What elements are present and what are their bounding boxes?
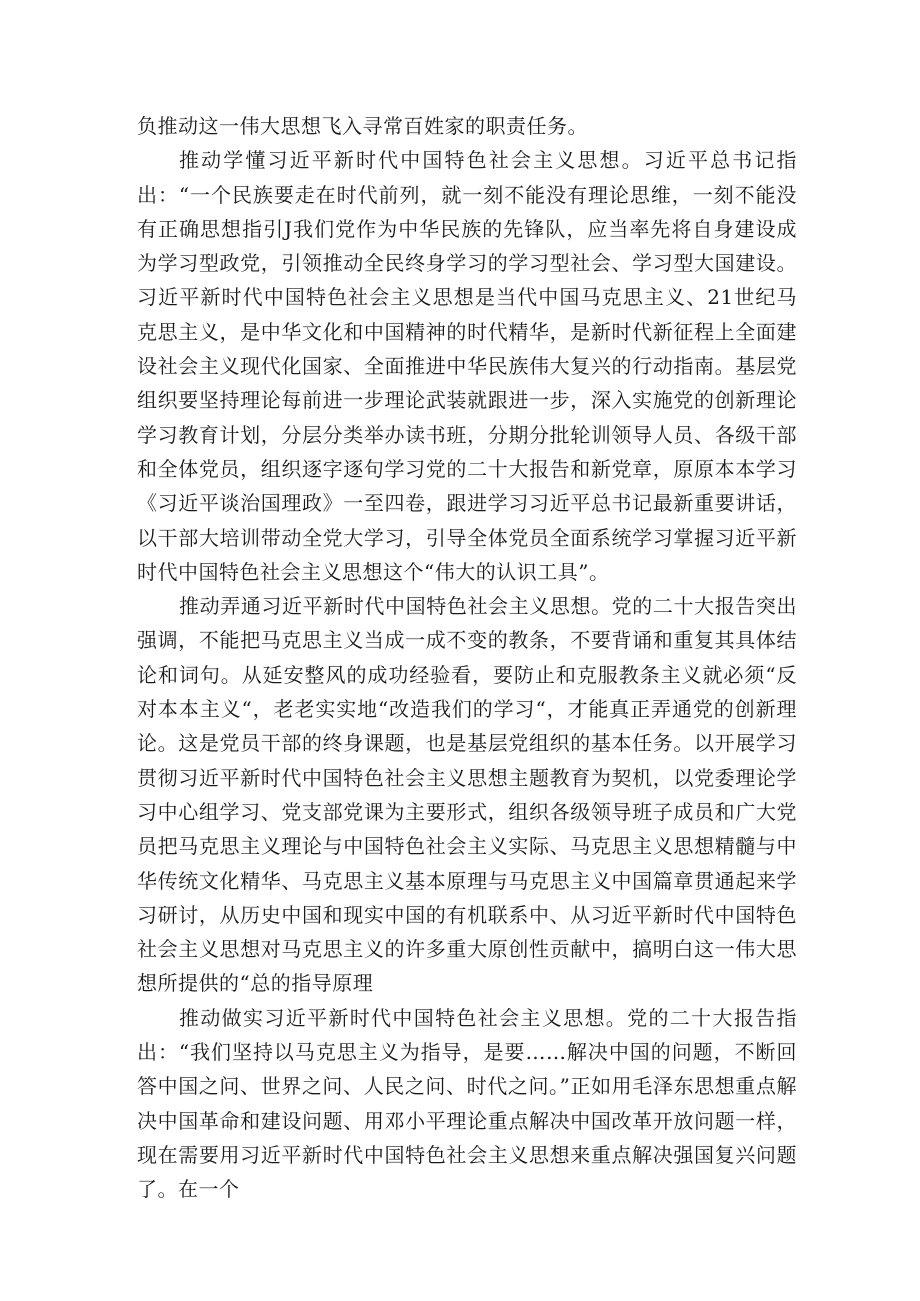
paragraph-continuation: 负推动这一伟大思想飞入寻常百姓家的职责任务。 [137, 114, 588, 138]
paragraph-understand-thought: 推动弄通习近平新时代中国特色社会主义思想。党的二十大报告突出强调，不能把马克思主义当成一成不变的教条，不要背诵和重复其具体结论和词句。从延安整风的成功经验看，要防止和克服教条主义就必须“反对本本主义“，老老实实地“改造我们的学习“，才能真正弄通党的创新理论。这是党员干部的终身课题，也是基层党组织的基本任务。以开展学习贯彻习近平新时代中国特色社会主义思想主题教育为契机，以党委理论学习中心组学习、党支部党课为主要形式，组织各级领导班子成员和广大党员把马克思主义理论与中国特色社会主义实际、马克思主义思想精髓与中华传统文化精华、马克思主义基本原理与马克思主义中国篇章贯通起来学习研讨，从历史中国和现实中国的有机联系中、从习近平新时代中国特色社会主义思想对马克思主义的许多重大原创性贡献中，搞明白这一伟大思想所提供的“总的指导原理 [137, 594, 797, 996]
paragraph-practice-thought: 推动做实习近平新时代中国特色社会主义思想。党的二十大报告指出：“我们坚持以马克思主义为指导，是要……解决中国的问题，不断回答中国之问、世界之问、人民之问、时代之问。”正如用毛泽东思想重点解决中国革命和建设问题、用邓小平理论重点解决中国改革开放问题一样，现在需要用习近平新时代中国特色社会主义思想来重点解决强国复兴问题了。在一个 [137, 1005, 797, 1202]
document-body [137, 109, 797, 1207]
paragraph-study-thought: 推动学懂习近平新时代中国特色社会主义思想。习近平总书记指出：“一个民族要走在时代前列，就一刻不能没有理论思维，一刻不能没有正确思想指引J我们党作为中华民族的先锋队，应当率先将自身建设成为学习型政党，引领推动全民终身学习的学习型社会、学习型大国建设。习近平新时代中国特色社会主义思想是当代中国马克思主义、21世纪马克思主义，是中华文化和中国精神的时代精华，是新时代新征程上全面建设社会主义现代化国家、全面推进中华民族伟大复兴的行动指南。基层党组织要坚持理论每前进一步理论武装就跟进一步，深入实施党的创新理论学习教育计划，分层分类举办读书班，分期分批轮训领导人员、各级干部和全体党员，组织逐字逐句学习党的二十大报告和新党章，原原本本学习《习近平谈治国理政》一至四卷，跟进学习习近平总书记最新重要讲话，以干部大培训带动全党大学习，引导全体党员全面系统学习掌握习近平新时代中国特色社会主义思想这个“伟大的认识工具”。 [137, 148, 797, 584]
